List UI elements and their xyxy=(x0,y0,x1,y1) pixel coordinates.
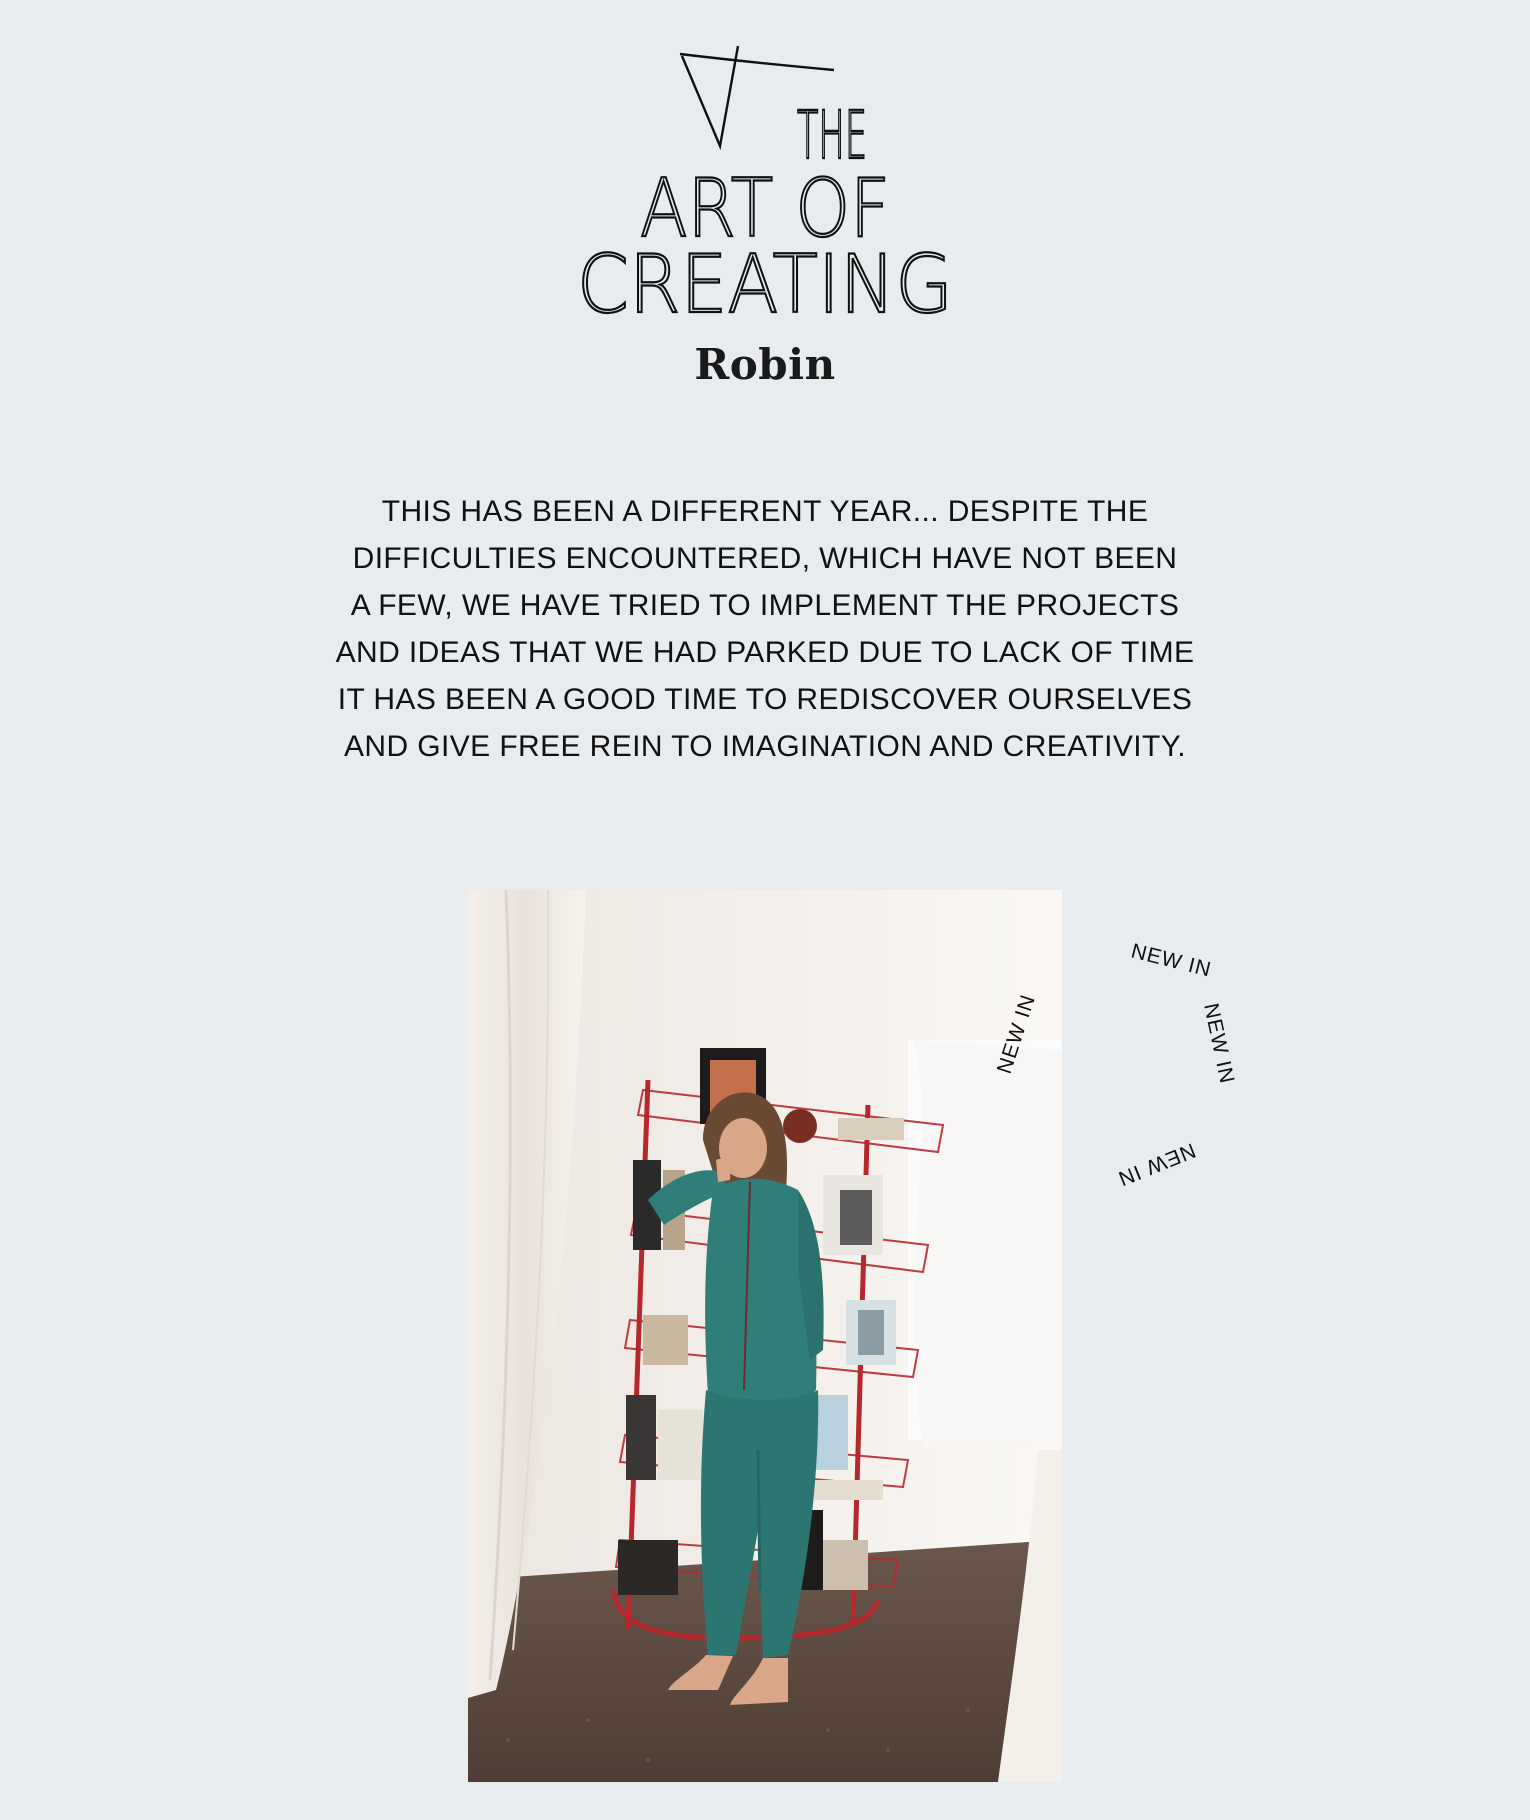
intro-line: IT HAS BEEN A GOOD TIME TO REDISCOVER OURSELVES xyxy=(337,683,1193,716)
intro-text xyxy=(265,488,1265,770)
badge-label-bottom: NEW IN xyxy=(1114,1138,1199,1191)
brand-name: Robin xyxy=(694,340,836,389)
badge-label-right: NEW IN xyxy=(1199,1001,1239,1087)
the-art-of-creating-logo xyxy=(570,40,970,330)
intro-line: AND GIVE FREE REIN TO IMAGINATION AND CREATIVITY. xyxy=(344,730,1186,763)
intro-line: DIFFICULTIES ENCOUNTERED, WHICH HAVE NOT BEEN xyxy=(352,542,1178,575)
editorial-photo xyxy=(468,890,1062,1782)
badge-label-top: NEW IN xyxy=(1128,939,1214,982)
logo-line-1: THE xyxy=(797,97,867,174)
intro-line: AND IDEAS THAT WE HAD PARKED DUE TO LACK OF TIME xyxy=(335,636,1195,669)
badge-label-left: NEW IN xyxy=(992,991,1041,1077)
new-in-badge[interactable] xyxy=(980,925,1240,1191)
intro-line: THIS HAS BEEN A DIFFERENT YEAR... DESPITE THE xyxy=(381,495,1149,528)
logo-line-3: CREATING xyxy=(577,238,953,331)
logo-line-2: ART OF xyxy=(640,162,890,255)
intro-line: A FEW, WE HAVE TRIED TO IMPLEMENT THE PROJECTS xyxy=(350,589,1180,622)
